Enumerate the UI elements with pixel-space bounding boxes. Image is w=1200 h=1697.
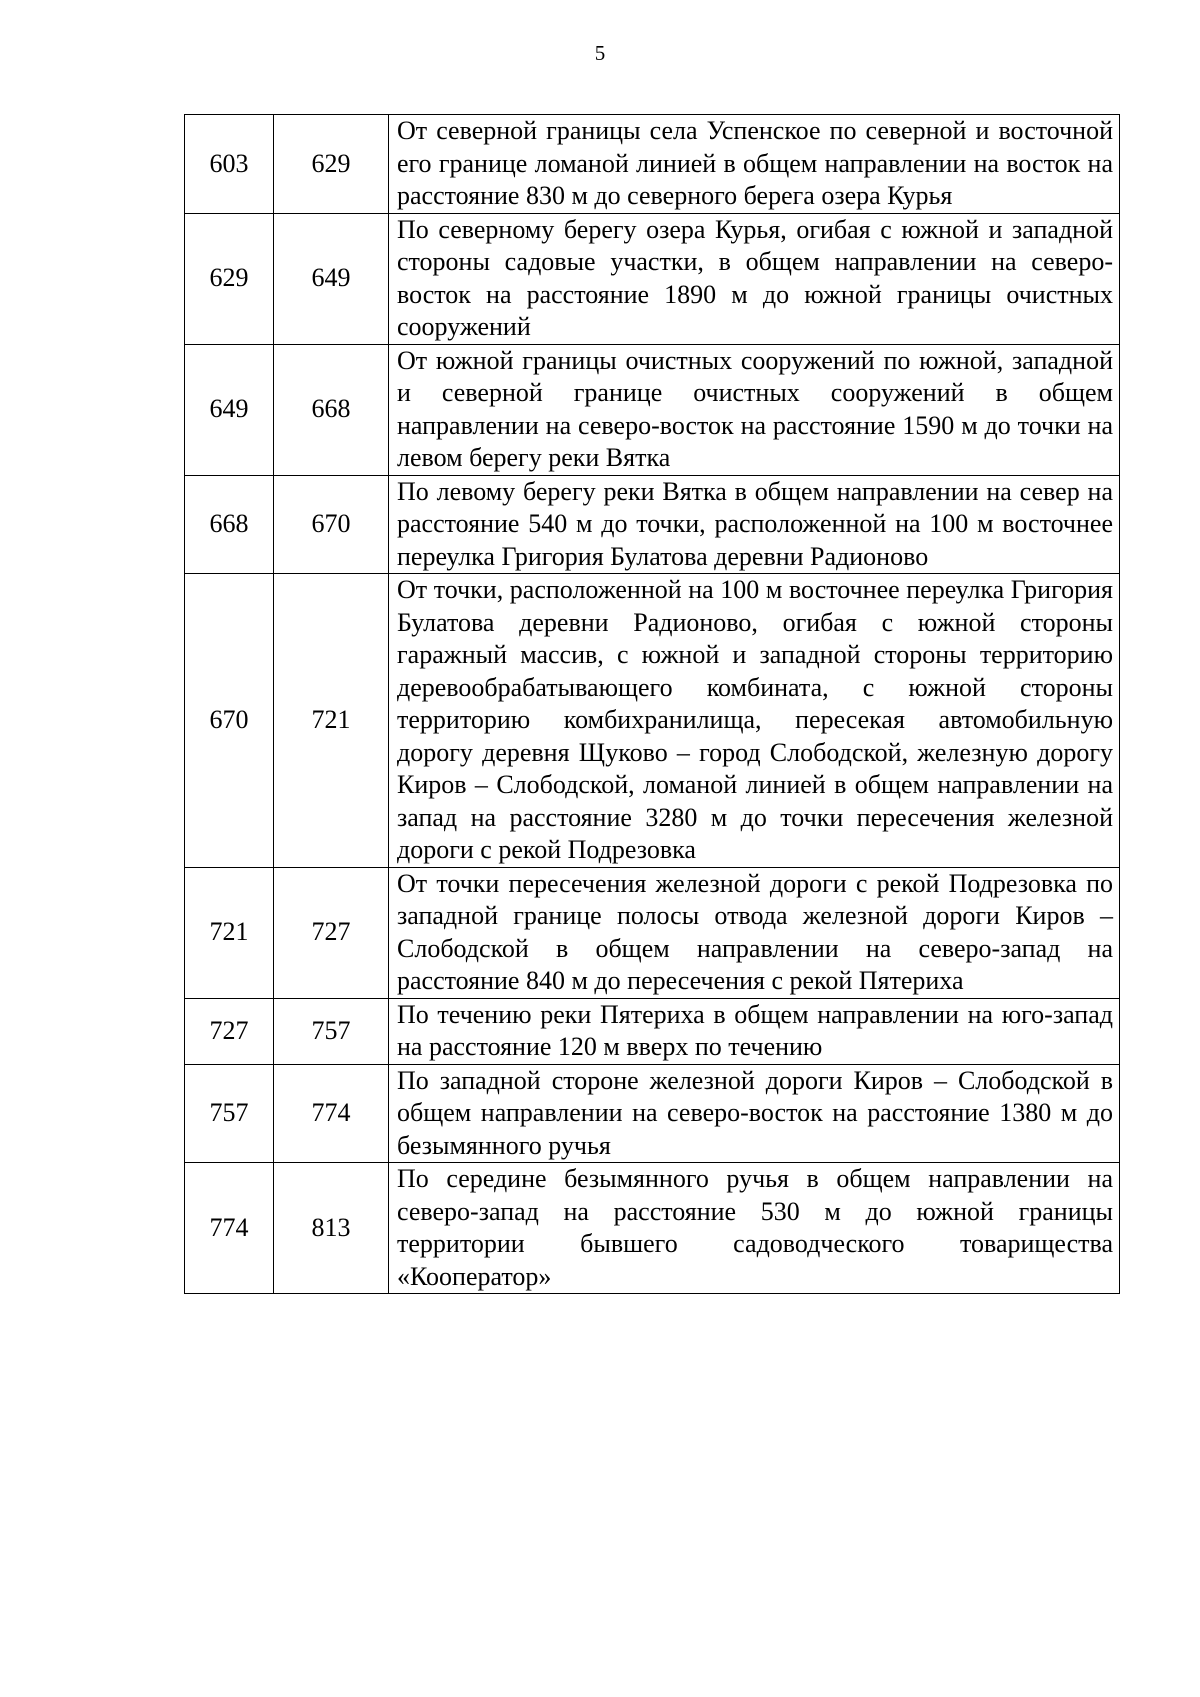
table-row [185, 574, 1120, 868]
to-point-cell: 668 [274, 344, 389, 475]
description-cell: По середине безымянного ручья в общем направлении на северо-запад на расстояние 530 м до южной границы территории бывшего садоводческого товарищества «Кооператор» [389, 1163, 1120, 1294]
to-point-cell: 629 [274, 115, 389, 214]
boundary-description-table [184, 114, 1120, 1294]
table-row [185, 1163, 1120, 1294]
to-point-cell: 670 [274, 475, 389, 574]
from-point-cell: 603 [185, 115, 274, 214]
table-row [185, 344, 1120, 475]
page-number: 5 [594, 41, 606, 65]
from-point-cell: 721 [185, 867, 274, 998]
table-row [185, 867, 1120, 998]
from-point-cell: 649 [185, 344, 274, 475]
description-cell: По западной стороне железной дороги Киров – Слободской в общем направлении на северо-восток на расстояние 1380 м до безымянного ручья [389, 1064, 1120, 1163]
description-cell: По северному берегу озера Курья, огибая с южной и западной стороны садовые участки, в общем направлении на северо-восток на расстояние 1890 м до южной границы очистных сооружений [389, 213, 1120, 344]
description-cell: От южной границы очистных сооружений по южной, западной и северной границе очистных сооружений в общем направлении на северо-восток на расстояние 1590 м до точки на левом берегу реки Вятка [389, 344, 1120, 475]
table-row [185, 1064, 1120, 1163]
to-point-cell: 813 [274, 1163, 389, 1294]
description-cell: По течению реки Пятериха в общем направлении на юго-запад на расстояние 120 м вверх по течению [389, 998, 1120, 1064]
to-point-cell: 757 [274, 998, 389, 1064]
description-cell: От точки, расположенной на 100 м восточнее переулка Григория Булатова деревни Радионово, огибая с южной стороны гаражный массив, с южной и западной стороны территорию деревообрабатывающего комбината, с южной стороны территорию комбихранилища, пересекая автомобильную дорогу деревня Щуково – город Слободской, железную дорогу Киров – Слободской, ломаной линией в общем направлении на запад на расстояние 3280 м до точки пересечения железной дороги с рекой Подрезовка [389, 574, 1120, 868]
from-point-cell: 668 [185, 475, 274, 574]
to-point-cell: 727 [274, 867, 389, 998]
table-row [185, 115, 1120, 214]
to-point-cell: 774 [274, 1064, 389, 1163]
from-point-cell: 629 [185, 213, 274, 344]
description-cell: От северной границы села Успенское по северной и восточной его границе ломаной линией в общем направлении на восток на расстояние 830 м до северного берега озера Курья [389, 115, 1120, 214]
from-point-cell: 727 [185, 998, 274, 1064]
to-point-cell: 721 [274, 574, 389, 868]
description-cell: От точки пересечения железной дороги с рекой Подрезовка по западной границе полосы отвода железной дороги Киров – Слободской в общем направлении на северо-запад на расстояние 840 м до пересечения с рекой Пятериха [389, 867, 1120, 998]
table-row [185, 475, 1120, 574]
to-point-cell: 649 [274, 213, 389, 344]
from-point-cell: 757 [185, 1064, 274, 1163]
table-row [185, 213, 1120, 344]
from-point-cell: 670 [185, 574, 274, 868]
table-row [185, 998, 1120, 1064]
description-cell: По левому берегу реки Вятка в общем направлении на север на расстояние 540 м до точки, расположенной на 100 м восточнее переулка Григория Булатова деревни Радионово [389, 475, 1120, 574]
from-point-cell: 774 [185, 1163, 274, 1294]
